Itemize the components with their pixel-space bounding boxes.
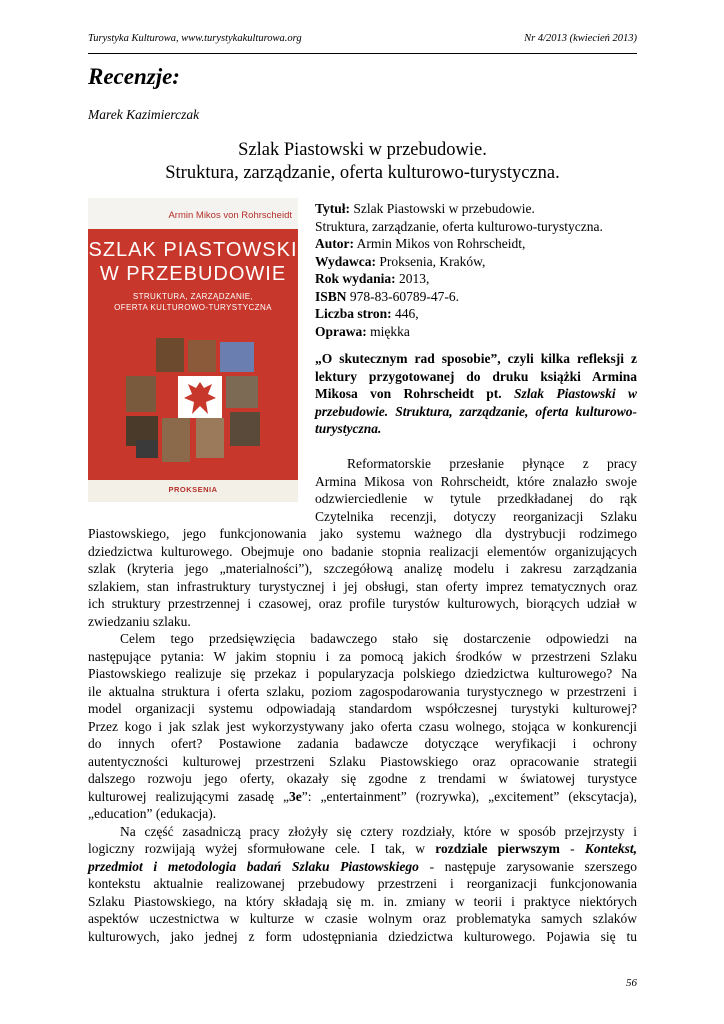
cover-author: Armin Mikos von Rohrscheidt xyxy=(168,210,292,221)
text-line: Czytelnika recenzji, dotyczy reorganizacji Szlaku xyxy=(315,508,637,524)
detail-author: Autor: Armin Mikos von Rohrscheidt, xyxy=(315,236,526,251)
detail-isbn: ISBN 978-83-60789-47-6. xyxy=(315,288,459,304)
text-line: następujące pytania: W jakim stopniu i za pomocą jakich środków w przestrzeni Szlaku xyxy=(88,648,637,664)
text-line: „education” (edukacja). xyxy=(88,806,217,821)
text-line: autentyczności kulturowej przestrzeni Szlaku Piastowskiego oraz opracowanie strategii xyxy=(88,753,637,769)
text-line: Piastowskiego, jego funkcjonowania jako systemu ważnego dla dystrybucji rodzimego xyxy=(88,526,637,541)
cover-subtitle xyxy=(88,291,298,313)
text-line: kulturowych, jako jednej z form udostępniania dziedzictwa kulturowego. Pojawia się tu xyxy=(88,928,637,944)
text-line: kontekstu aktualnie realizowanej przebudowy przestrzeni i reorganizacji funkcjonowania xyxy=(88,876,637,891)
detail-pages: Liczba stron: 446, xyxy=(315,306,419,321)
text-line: Reformatorskie przesłanie płynące z pracy xyxy=(347,456,637,471)
article-title xyxy=(88,139,637,185)
text-line: dalszego rozwoju jego oferty, okazały się zgodne z trendami w światowej turystyce xyxy=(88,771,637,786)
cover-title-line-1: SZLAK PIASTOWSKI xyxy=(88,239,298,261)
text-line: dziedzictwa kulturowego. Obejmuje ono badanie stopnia realizacji elementów organizujących xyxy=(88,543,637,559)
book-cover xyxy=(88,198,298,502)
book-details xyxy=(315,200,637,340)
text-line: model organizacji systemu odpowiadają standardom współczesnej turystyki kulturowej? xyxy=(88,701,637,716)
detail-publisher: Wydawca: Proksenia, Kraków, xyxy=(315,253,486,269)
cover-subtitle-line-2: OFERTA KULTUROWO-TURYSTYCZNA xyxy=(114,303,272,312)
cover-title-line-2: W PRZEBUDOWIE xyxy=(99,263,287,285)
cover-publisher: PROKSENIA xyxy=(168,485,218,494)
text-line: zwiedzaniu szlaku. xyxy=(88,613,191,629)
text-line: logiczny rozwijają wyżej sformułowane cele. I tak, w rozdziale pierwszym - Kontekst, xyxy=(88,841,638,856)
cover-title xyxy=(88,238,298,286)
text-line: Piastowskiego realizuje się przekaz i popularyzacja polskiego dziedzictwa kulturowego? Na xyxy=(88,666,637,681)
text-line: ile aktualna struktura i oferta szlaku, poziom zagospodarowania turystycznego w przestrzeni i xyxy=(88,683,637,699)
page-number: 56 xyxy=(626,977,637,989)
text-line: do innych ofert? Postawione zadania badawcze dotyczące weryfikacji i ochrony xyxy=(88,736,637,751)
cover-collage-image xyxy=(126,338,266,466)
text-line: Przez kogo i jak szlak jest wykorzystywany jako oferta czasu wolnego, stojąca w konkurencji xyxy=(88,718,637,734)
text-line: Armina Mikosa von Rohrscheidt, które znalazło swoje xyxy=(315,473,637,489)
title-line-1: Szlak Piastowski w przebudowie. xyxy=(238,140,487,160)
text-line: odzwierciedlenie w tytule przedkładanej do rąk xyxy=(315,491,637,506)
text-line: kulturowej realizującymi zasadę „3e”: „entertainment” (rozrywka), „excitement” (ekscytacja), xyxy=(88,788,637,804)
issue-info: Nr 4/2013 (kwiecień 2013) xyxy=(524,33,637,44)
review-author: Marek Kazimierczak xyxy=(88,107,200,122)
header-rule xyxy=(88,53,637,54)
detail-binding: Oprawa: miękka xyxy=(315,323,410,339)
text-line: szlak (kryteria jego „materialności”), szczegółową analizę modelu i zakresu zarządzania xyxy=(88,561,637,576)
text-line: szlakiem, stan infrastruktury turystycznej i jej obsługi, stan oferty imprez tematycznych oraz xyxy=(88,578,637,594)
text-line: ich struktury przestrzennej i czasowej, oraz profile turystów kulturowych, biorących udział w xyxy=(88,596,637,611)
text-line: aspektów uczestnictwa w kulturze w czasie wolnym oraz problematyka samych szlaków xyxy=(88,911,637,926)
text-line: przedmiot i metodologia badań Szlaku Piastowskiego - następuje zarysowanie szerszego xyxy=(88,858,637,874)
review-subtitle: „O skutecznym rad sposobie”, czyli kilka refleksji z lektury przygotowanej do druku książki Armina Mikosa von Rohrscheidt pt. Szlak Piastowski w przebudowie. Struktura, zarządzanie, oferta kulturowo-turystyczna. xyxy=(315,351,638,436)
text-line: Szlaku Piastowskiego, na który składają się m. in. zmiany w teorii i praktyce niektórych xyxy=(88,893,637,909)
detail-year: Rok wydania: 2013, xyxy=(315,271,430,286)
journal-name: Turystyka Kulturowa, www.turystykakulturowa.org xyxy=(88,33,302,44)
text-line: Celem tego przedsięwzięcia badawczego stało się dostarczenie odpowiedzi na xyxy=(120,631,637,646)
detail-title: Tytuł: Szlak Piastowski w przebudowie. xyxy=(315,201,535,216)
detail-title-cont: Struktura, zarządzanie, oferta kulturowo-turystyczna. xyxy=(315,218,603,234)
section-title: Recenzje: xyxy=(88,64,180,89)
cover-subtitle-line-1: STRUKTURA, ZARZĄDZANIE, xyxy=(132,292,254,301)
text-line: Na część zasadniczą pracy złożyły się cztery rozdziały, które w sposób przejrzysty i xyxy=(120,823,637,839)
title-line-2: Struktura, zarządzanie, oferta kulturowo-turystyczna. xyxy=(165,163,560,183)
